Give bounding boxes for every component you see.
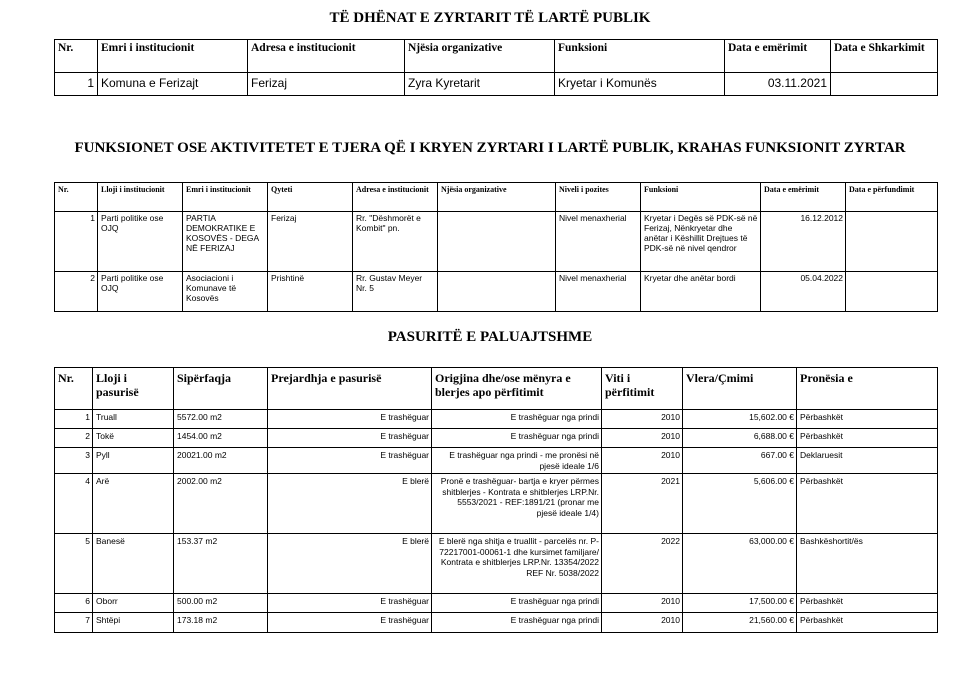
table-cell: 2010 bbox=[602, 429, 683, 448]
table-row bbox=[55, 410, 938, 429]
header-cell: Nr. bbox=[55, 183, 98, 212]
table-cell: Kryetar dhe anëtar bordi bbox=[641, 272, 761, 312]
table-cell: 7 bbox=[55, 613, 93, 633]
header-cell: Nr. bbox=[55, 40, 98, 73]
table-row bbox=[55, 448, 938, 474]
table-cell: 6 bbox=[55, 594, 93, 613]
table-cell: Kryetar i Degës së PDK-së në Ferizaj, Nënkryetar dhe anëtar i Këshillit Drejtues të PDK-së në nivel qendror bbox=[641, 212, 761, 272]
header-cell: Qyteti bbox=[268, 183, 353, 212]
table-cell: 1454.00 m2 bbox=[174, 429, 268, 448]
table-cell: E trashëguar bbox=[268, 429, 432, 448]
header-cell: Lloji i institucionit bbox=[98, 183, 183, 212]
table-cell: Shtëpi bbox=[93, 613, 174, 633]
table-cell: Parti politike ose OJQ bbox=[98, 212, 183, 272]
table-cell: Përbashkët bbox=[797, 613, 938, 633]
table-row bbox=[55, 429, 938, 448]
header-cell: Niveli i pozites bbox=[556, 183, 641, 212]
header-cell: Vlera/Çmimi bbox=[683, 368, 797, 410]
table-cell: 5572.00 m2 bbox=[174, 410, 268, 429]
table-row bbox=[55, 534, 938, 594]
table-header-row bbox=[55, 183, 938, 212]
table-cell: Deklaruesit bbox=[797, 448, 938, 474]
table-cell: 6,688.00 € bbox=[683, 429, 797, 448]
real-estate-table bbox=[54, 367, 938, 633]
table-cell: 500.00 m2 bbox=[174, 594, 268, 613]
table-cell: PARTIA DEMOKRATIKE E KOSOVËS - DEGA NË FERIZAJ bbox=[183, 212, 268, 272]
table-cell: Rr. "Dëshmorët e Kombit" pn. bbox=[353, 212, 438, 272]
table-cell: Bashkëshortit/ës bbox=[797, 534, 938, 594]
table-cell: 2010 bbox=[602, 448, 683, 474]
table-cell: 05.04.2022 bbox=[761, 272, 846, 312]
table-cell bbox=[846, 272, 938, 312]
table-cell: Nivel menaxherial bbox=[556, 212, 641, 272]
table-cell: 17,500.00 € bbox=[683, 594, 797, 613]
header-cell: Data e emërimit bbox=[761, 183, 846, 212]
table-row bbox=[55, 73, 938, 96]
table-cell: Nivel menaxherial bbox=[556, 272, 641, 312]
table-cell: E trashëguar bbox=[268, 410, 432, 429]
table-cell: 2022 bbox=[602, 534, 683, 594]
table-cell: Asociacioni i Komunave të Kosovës bbox=[183, 272, 268, 312]
table-cell: Pyll bbox=[93, 448, 174, 474]
other-functions-table bbox=[54, 182, 938, 312]
table-cell: 173.18 m2 bbox=[174, 613, 268, 633]
table-cell: Ferizaj bbox=[248, 73, 405, 96]
table-cell: 1 bbox=[55, 410, 93, 429]
table-cell: Përbashkët bbox=[797, 594, 938, 613]
header-cell: Adresa e institucionit bbox=[353, 183, 438, 212]
table-cell: 20021.00 m2 bbox=[174, 448, 268, 474]
table-cell: 667.00 € bbox=[683, 448, 797, 474]
table-cell: Përbashkët bbox=[797, 429, 938, 448]
table-cell bbox=[846, 212, 938, 272]
table-cell: 5 bbox=[55, 534, 93, 594]
table-cell: 2002.00 m2 bbox=[174, 474, 268, 534]
table-row bbox=[55, 272, 938, 312]
header-cell: Njësia organizative bbox=[405, 40, 555, 73]
table-cell: 4 bbox=[55, 474, 93, 534]
table-cell: E trashëguar nga prindi bbox=[432, 429, 602, 448]
header-cell: Funksioni bbox=[641, 183, 761, 212]
table-row bbox=[55, 613, 938, 633]
table-cell: Komuna e Ferizajt bbox=[98, 73, 248, 96]
table-cell: Truall bbox=[93, 410, 174, 429]
table-cell bbox=[831, 73, 938, 96]
header-cell: Pronësia e bbox=[797, 368, 938, 410]
table-cell: 3 bbox=[55, 448, 93, 474]
header-cell: Nr. bbox=[55, 368, 93, 410]
header-cell: Njësia organizative bbox=[438, 183, 556, 212]
table-cell: E trashëguar bbox=[268, 448, 432, 474]
table-row bbox=[55, 474, 938, 534]
table-cell: 15,602.00 € bbox=[683, 410, 797, 429]
table-cell: 5,606.00 € bbox=[683, 474, 797, 534]
table-cell: Arë bbox=[93, 474, 174, 534]
table-cell bbox=[438, 272, 556, 312]
header-cell: Data e përfundimit bbox=[846, 183, 938, 212]
table-cell: 03.11.2021 bbox=[725, 73, 831, 96]
section-title-other-functions: FUNKSIONET OSE AKTIVITETET E TJERA QË I KRYEN ZYRTARI I LARTË PUBLIK, KRAHAS FUNKSIONIT ZYRTAR bbox=[74, 140, 906, 156]
table-cell: E trashëguar bbox=[268, 594, 432, 613]
table-cell: Prishtinë bbox=[268, 272, 353, 312]
header-cell: Data e Shkarkimit bbox=[831, 40, 938, 73]
section-title-official-data: TË DHËNAT E ZYRTARIT TË LARTË PUBLIK bbox=[329, 10, 651, 26]
table-cell: Zyra Kyretarit bbox=[405, 73, 555, 96]
header-cell: Viti i përfitimit bbox=[602, 368, 683, 410]
table-cell: 21,560.00 € bbox=[683, 613, 797, 633]
table-cell: 1 bbox=[55, 212, 98, 272]
table-cell: Pronë e trashëguar- bartja e kryer përmes shitblerjes - Kontrata e shitblerjes LRP.Nr. 5553/2021 - REF:1891/21 (pronar me pjesë ideale 1/4) bbox=[432, 474, 602, 534]
header-cell: Emri i institucionit bbox=[98, 40, 248, 73]
table-cell: 2010 bbox=[602, 613, 683, 633]
table-row bbox=[55, 212, 938, 272]
table-cell: 16.12.2012 bbox=[761, 212, 846, 272]
section-title-real-estate: PASURITË E PALUAJTSHME bbox=[387, 329, 593, 345]
table-cell: E trashëguar nga prindi bbox=[432, 410, 602, 429]
table-cell: 2 bbox=[55, 272, 98, 312]
table-cell: 2010 bbox=[602, 594, 683, 613]
table-cell: Tokë bbox=[93, 429, 174, 448]
table-cell: Oborr bbox=[93, 594, 174, 613]
header-cell: Funksioni bbox=[555, 40, 725, 73]
table-cell: Përbashkët bbox=[797, 410, 938, 429]
header-cell: Emri i institucionit bbox=[183, 183, 268, 212]
table-cell bbox=[438, 212, 556, 272]
table-cell: 1 bbox=[55, 73, 98, 96]
table-cell: E blerë bbox=[268, 534, 432, 594]
table-cell: E blerë nga shitja e truallit - parcelës nr. P-72217001-00061-1 dhe kursimet familjare/ Kontrata e shitblerjes LRP.Nr. 13354/2022 REF Nr. 5038/2022 bbox=[432, 534, 602, 594]
table-cell: Rr. Gustav Meyer Nr. 5 bbox=[353, 272, 438, 312]
header-cell: Data e emërimit bbox=[725, 40, 831, 73]
table-cell: 63,000.00 € bbox=[683, 534, 797, 594]
official-data-table bbox=[54, 39, 938, 96]
table-header-row bbox=[55, 40, 938, 73]
table-row bbox=[55, 594, 938, 613]
table-cell: E trashëguar nga prindi bbox=[432, 613, 602, 633]
table-cell: E trashëguar nga prindi bbox=[432, 594, 602, 613]
table-cell: Kryetar i Komunës bbox=[555, 73, 725, 96]
table-cell: 153.37 m2 bbox=[174, 534, 268, 594]
table-cell: 2010 bbox=[602, 410, 683, 429]
table-cell: E trashëguar bbox=[268, 613, 432, 633]
header-cell: Sipërfaqja bbox=[174, 368, 268, 410]
header-cell: Lloji i pasurisë bbox=[93, 368, 174, 410]
header-cell: Prejardhja e pasurisë bbox=[268, 368, 432, 410]
table-cell: 2021 bbox=[602, 474, 683, 534]
table-cell: 2 bbox=[55, 429, 93, 448]
table-cell: E trashëguar nga prindi - me pronësi në pjesë ideale 1/6 bbox=[432, 448, 602, 474]
header-cell: Origjina dhe/ose mënyra e blerjes apo përfitimit bbox=[432, 368, 602, 410]
table-header-row bbox=[55, 368, 938, 410]
table-cell: Parti politike ose OJQ bbox=[98, 272, 183, 312]
table-cell: E blerë bbox=[268, 474, 432, 534]
table-cell: Ferizaj bbox=[268, 212, 353, 272]
table-cell: Përbashkët bbox=[797, 474, 938, 534]
table-cell: Banesë bbox=[93, 534, 174, 594]
header-cell: Adresa e institucionit bbox=[248, 40, 405, 73]
